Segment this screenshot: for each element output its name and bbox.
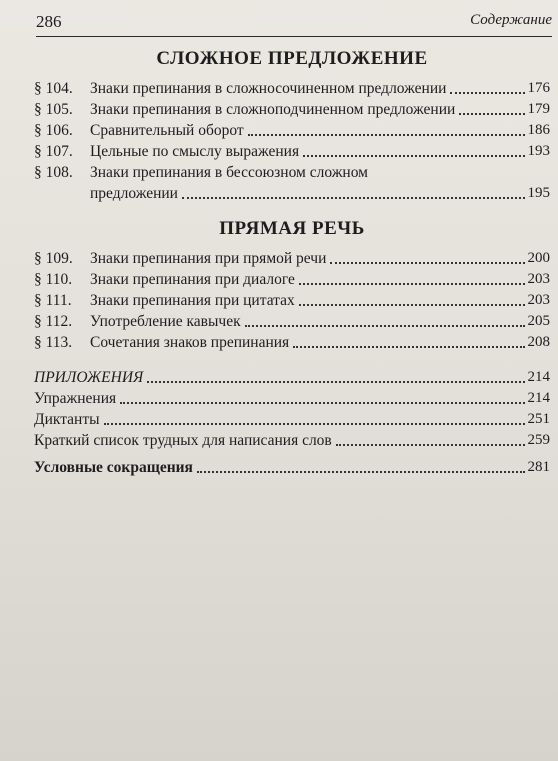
- entry-page: 203: [527, 292, 550, 308]
- appendix-title: ПРИЛОЖЕНИЯ: [34, 369, 144, 386]
- entry-page: 214: [527, 390, 550, 406]
- toc-entry[interactable]: [34, 99, 550, 120]
- toc-entry[interactable]: [34, 162, 550, 204]
- toc-entry[interactable]: [34, 430, 550, 451]
- entry-page: 200: [527, 250, 550, 266]
- dot-leader: [293, 346, 524, 348]
- toc-entry[interactable]: [34, 332, 550, 353]
- entry-title: Знаки препинания в сложноподчиненном предложении: [90, 101, 456, 118]
- entry-title: Цельные по смыслу выражения: [90, 143, 300, 160]
- toc-entry[interactable]: [34, 409, 550, 430]
- entry-title: Диктанты: [34, 411, 100, 428]
- entry-title: Знаки препинания в сложносочиненном предложении: [90, 80, 447, 97]
- toc-entry[interactable]: [34, 388, 550, 409]
- entry-page: 259: [527, 432, 550, 448]
- dot-leader: [197, 471, 525, 473]
- entry-title: Сочетания знаков препинания: [90, 334, 290, 351]
- paragraph-number: § 111.: [34, 292, 72, 309]
- entry-page: 251: [527, 411, 550, 427]
- paragraph-number: § 112.: [34, 313, 73, 330]
- toc-entry[interactable]: [34, 141, 550, 162]
- entry-page: 179: [527, 101, 550, 117]
- entry-title-continued: предложении: [90, 185, 178, 202]
- dot-leader: [336, 444, 525, 446]
- toc-entry-appendix[interactable]: [34, 367, 550, 388]
- toc-entry-abbreviations[interactable]: [34, 457, 550, 478]
- dot-leader: [303, 155, 524, 157]
- toc-entry[interactable]: [34, 290, 550, 311]
- entry-page: 205: [527, 313, 550, 329]
- toc-entry[interactable]: [34, 269, 550, 290]
- entry-title: Употребление кавычек: [90, 313, 241, 330]
- dot-leader: [104, 423, 525, 425]
- page-number: 286: [36, 12, 62, 31]
- toc-entry[interactable]: [34, 120, 550, 141]
- entry-title: Условные сокращения: [34, 459, 193, 476]
- entry-page: 186: [527, 122, 550, 138]
- dot-leader: [299, 283, 525, 285]
- entry-page: 208: [527, 334, 550, 350]
- paragraph-number: § 109.: [34, 250, 73, 267]
- section-title-direct-speech: ПРЯМАЯ РЕЧЬ: [219, 218, 365, 239]
- entry-title: Знаки препинания при цитатах: [90, 292, 295, 309]
- dot-leader: [147, 381, 524, 383]
- paragraph-number: § 105.: [34, 101, 73, 118]
- toc-entry[interactable]: [34, 78, 550, 99]
- section-title-complex-sentence: СЛОЖНОЕ ПРЕДЛОЖЕНИЕ: [156, 48, 428, 69]
- dot-leader: [182, 197, 525, 199]
- toc-entry[interactable]: [34, 248, 550, 269]
- dot-leader: [245, 325, 525, 327]
- page-header: [36, 10, 552, 37]
- entry-title: Краткий список трудных для написания слов: [34, 432, 332, 449]
- dot-leader: [450, 92, 524, 94]
- running-head: Содержание: [470, 12, 552, 28]
- entry-title: Знаки препинания в бессоюзном сложном: [90, 164, 368, 181]
- table-of-contents: [34, 40, 550, 478]
- entry-page: 281: [527, 459, 550, 475]
- entry-title: Сравнительный оборот: [90, 122, 244, 139]
- entry-page: 195: [527, 185, 550, 201]
- paragraph-number: § 108.: [34, 164, 73, 181]
- entry-title: Упражнения: [34, 390, 117, 407]
- entry-page: 176: [527, 80, 550, 96]
- paragraph-number: § 107.: [34, 143, 73, 160]
- paragraph-number: § 106.: [34, 122, 73, 139]
- entry-title: Знаки препинания при диалоге: [90, 271, 295, 288]
- dot-leader: [459, 113, 524, 115]
- dot-leader: [299, 304, 525, 306]
- dot-leader: [248, 134, 525, 136]
- entry-page: 214: [527, 369, 550, 385]
- entry-page: 203: [527, 271, 550, 287]
- entry-page: 193: [527, 143, 550, 159]
- toc-entry[interactable]: [34, 311, 550, 332]
- dot-leader: [330, 262, 524, 264]
- entry-title: Знаки препинания при прямой речи: [90, 250, 327, 267]
- paragraph-number: § 110.: [34, 271, 73, 288]
- paragraph-number: § 113.: [34, 334, 73, 351]
- dot-leader: [120, 402, 524, 404]
- paragraph-number: § 104.: [34, 80, 73, 97]
